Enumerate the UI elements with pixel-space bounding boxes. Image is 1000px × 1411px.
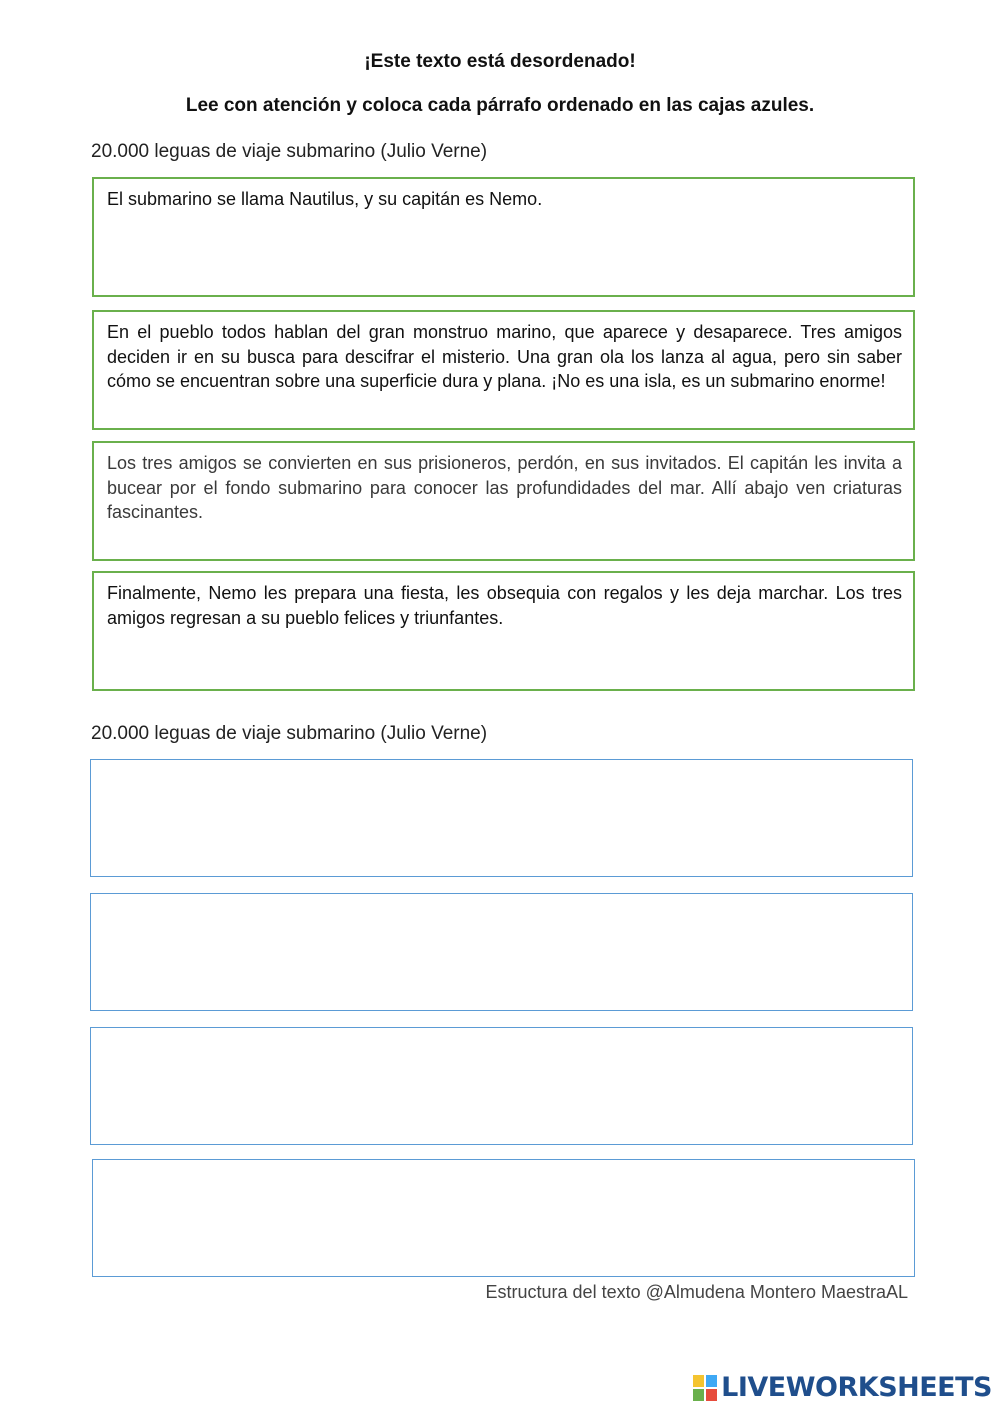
brand-name: LIVEWORKSHEETS bbox=[721, 1372, 992, 1403]
scrambled-paragraph-box[interactable] bbox=[92, 571, 915, 691]
answer-drop-box-3[interactable] bbox=[90, 1027, 913, 1145]
scrambled-paragraph-box[interactable] bbox=[92, 310, 915, 430]
paragraph-text: Finalmente, Nemo les prepara una fiesta, les obsequia con regalos y les deja marchar. Los tres amigos regresan a su pueblo felices y triunfantes. bbox=[107, 583, 902, 628]
answer-drop-box-2[interactable] bbox=[90, 893, 913, 1011]
liveworksheets-icon bbox=[693, 1375, 717, 1401]
paragraph-text: En el pueblo todos hablan del gran monstruo marino, que aparece y desaparece. Tres amigos deciden ir en su busca para descifrar el misterio. Una gran ola los lanza al agua, pero sin saber cómo se encuentran sobre una superficie dura y plana. ¡No es una isla, es un submarino enorme! bbox=[107, 322, 902, 391]
answer-drop-box-1[interactable] bbox=[90, 759, 913, 877]
paragraph-text: Los tres amigos se convierten en sus prisioneros, perdón, en sus invitados. El capitán les invita a bucear por el fondo submarino para conocer las profundidades del mar. Allí abajo ven criaturas fascinantes. bbox=[107, 453, 902, 522]
answer-drop-box-4[interactable] bbox=[92, 1159, 915, 1277]
scrambled-paragraph-box[interactable] bbox=[92, 441, 915, 561]
scrambled-subtitle: 20.000 leguas de viaje submarino (Julio Verne) bbox=[91, 141, 488, 162]
liveworksheets-logo bbox=[693, 1372, 992, 1403]
paragraph-text: El submarino se llama Nautilus, y su capitán es Nemo. bbox=[107, 189, 543, 209]
ordered-subtitle: 20.000 leguas de viaje submarino (Julio Verne) bbox=[91, 723, 488, 744]
worksheet-instruction: Lee con atención y coloca cada párrafo ordenado en las cajas azules. bbox=[185, 95, 815, 116]
scrambled-paragraph-box[interactable] bbox=[92, 177, 915, 297]
worksheet-title: ¡Este texto está desordenado! bbox=[364, 51, 636, 72]
author-credit: Estructura del texto @Almudena Montero MaestraAL bbox=[485, 1282, 908, 1302]
